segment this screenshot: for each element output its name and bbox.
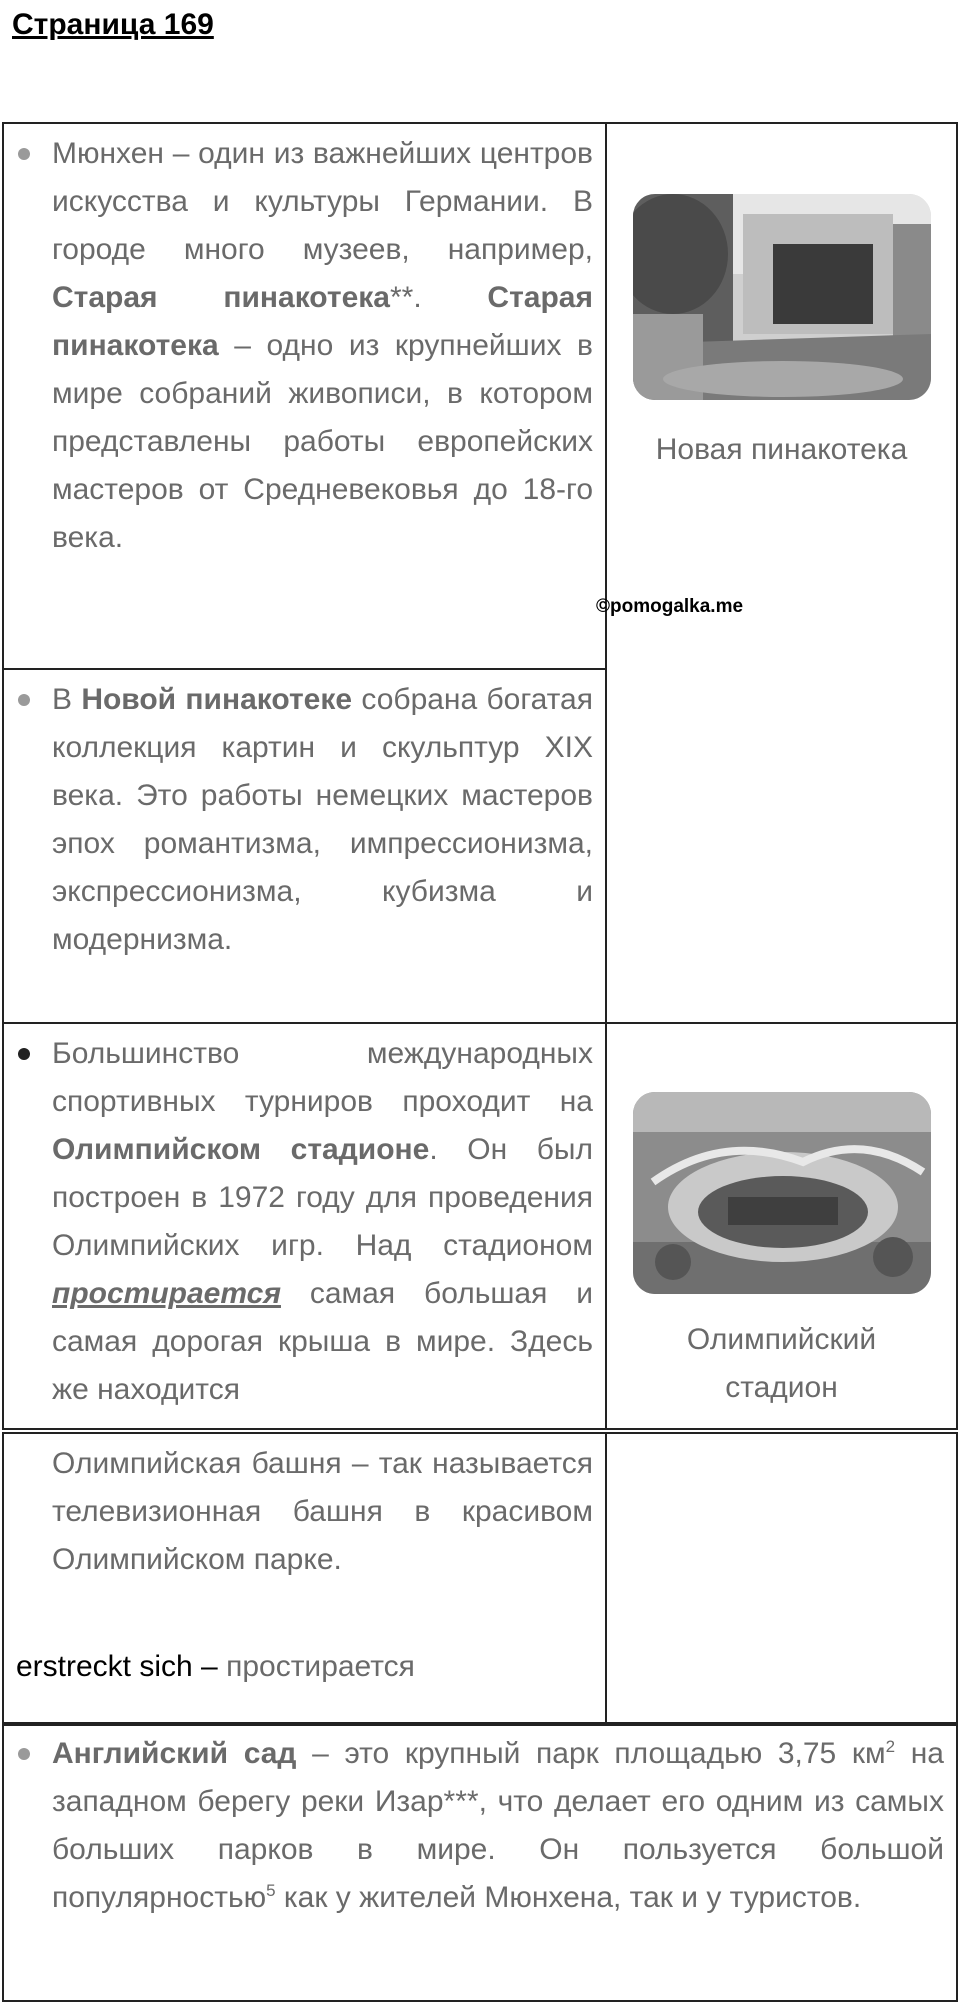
cell-stadium-image (606, 1023, 957, 1429)
vocabulary-gloss: erstreckt sich – простирается (16, 1650, 415, 1683)
cell-pinakothek-image (606, 123, 957, 1023)
link-prostiraetsya[interactable]: простирается (52, 1277, 281, 1310)
caption-stadium: Олимпийский стадион (686, 1323, 877, 1404)
cell-olympic (3, 1023, 606, 1429)
pinakothek-photo (633, 194, 931, 400)
cell-empty (606, 1433, 957, 1725)
cell-garden (3, 1723, 957, 2001)
bullet-icon (18, 1748, 30, 1760)
stadium-photo-icon (633, 1092, 931, 1294)
stadium-photo (633, 1092, 931, 1294)
paragraph-new-pinakothek: В Новой пинакотеке собрана богатая коллекция картин и скульптур XIX века. Это работы немецких мастеров эпох романтизма, импрессионизма, экспрессионизма, кубизма и модернизма. (4, 670, 605, 964)
bullet-icon (18, 148, 30, 160)
paragraph-olympic: Большинство международных спортивных турниров проходит на Олимпийском стадионе. Он был построен в 1972 году для проведения Олимпийских игр. Над стадионом простирается самая большая и самая дорогая крыша в мире. Здесь же находится (4, 1024, 605, 1414)
garden-table (2, 1722, 958, 2002)
paragraph-olympic-tower: Олимпийская башня – так называется телевизионная башня в красивом Олимпийском парке. (52, 1447, 593, 1576)
cell-munich (3, 123, 606, 669)
paragraph-munich: Мюнхен – один из важнейших центров искусства и культуры Германии. В городе много музеев, например, Старая пинакотека**. Старая пинакотека – одно из крупнейших в мире собраний живописи, в котором представлены работы европейских мастеров от Средневековья до 18-го века. (4, 124, 605, 562)
bullet-icon (18, 694, 30, 706)
building-photo-icon (633, 194, 931, 400)
content-table (2, 122, 958, 1430)
cell-olympic-continued (3, 1433, 606, 1725)
caption-pinakothek: Новая пинакотека (655, 433, 908, 466)
cell-new-pinakothek (3, 669, 606, 1023)
bullet-icon (18, 1048, 30, 1060)
continuation-table (2, 1432, 958, 1726)
paragraph-garden: Английский сад – это крупный парк площадью 3,75 $км^2$ на западном берегу реки Изар***, что делает его одним из самых больших парков в мире. Он пользуется большой популярностью$^5$ как у жителей Мюнхена, так и у туристов. (4, 1724, 956, 1922)
watermark: ©pomogalka.me (596, 596, 744, 617)
page-title: Страница 169 (12, 8, 214, 41)
